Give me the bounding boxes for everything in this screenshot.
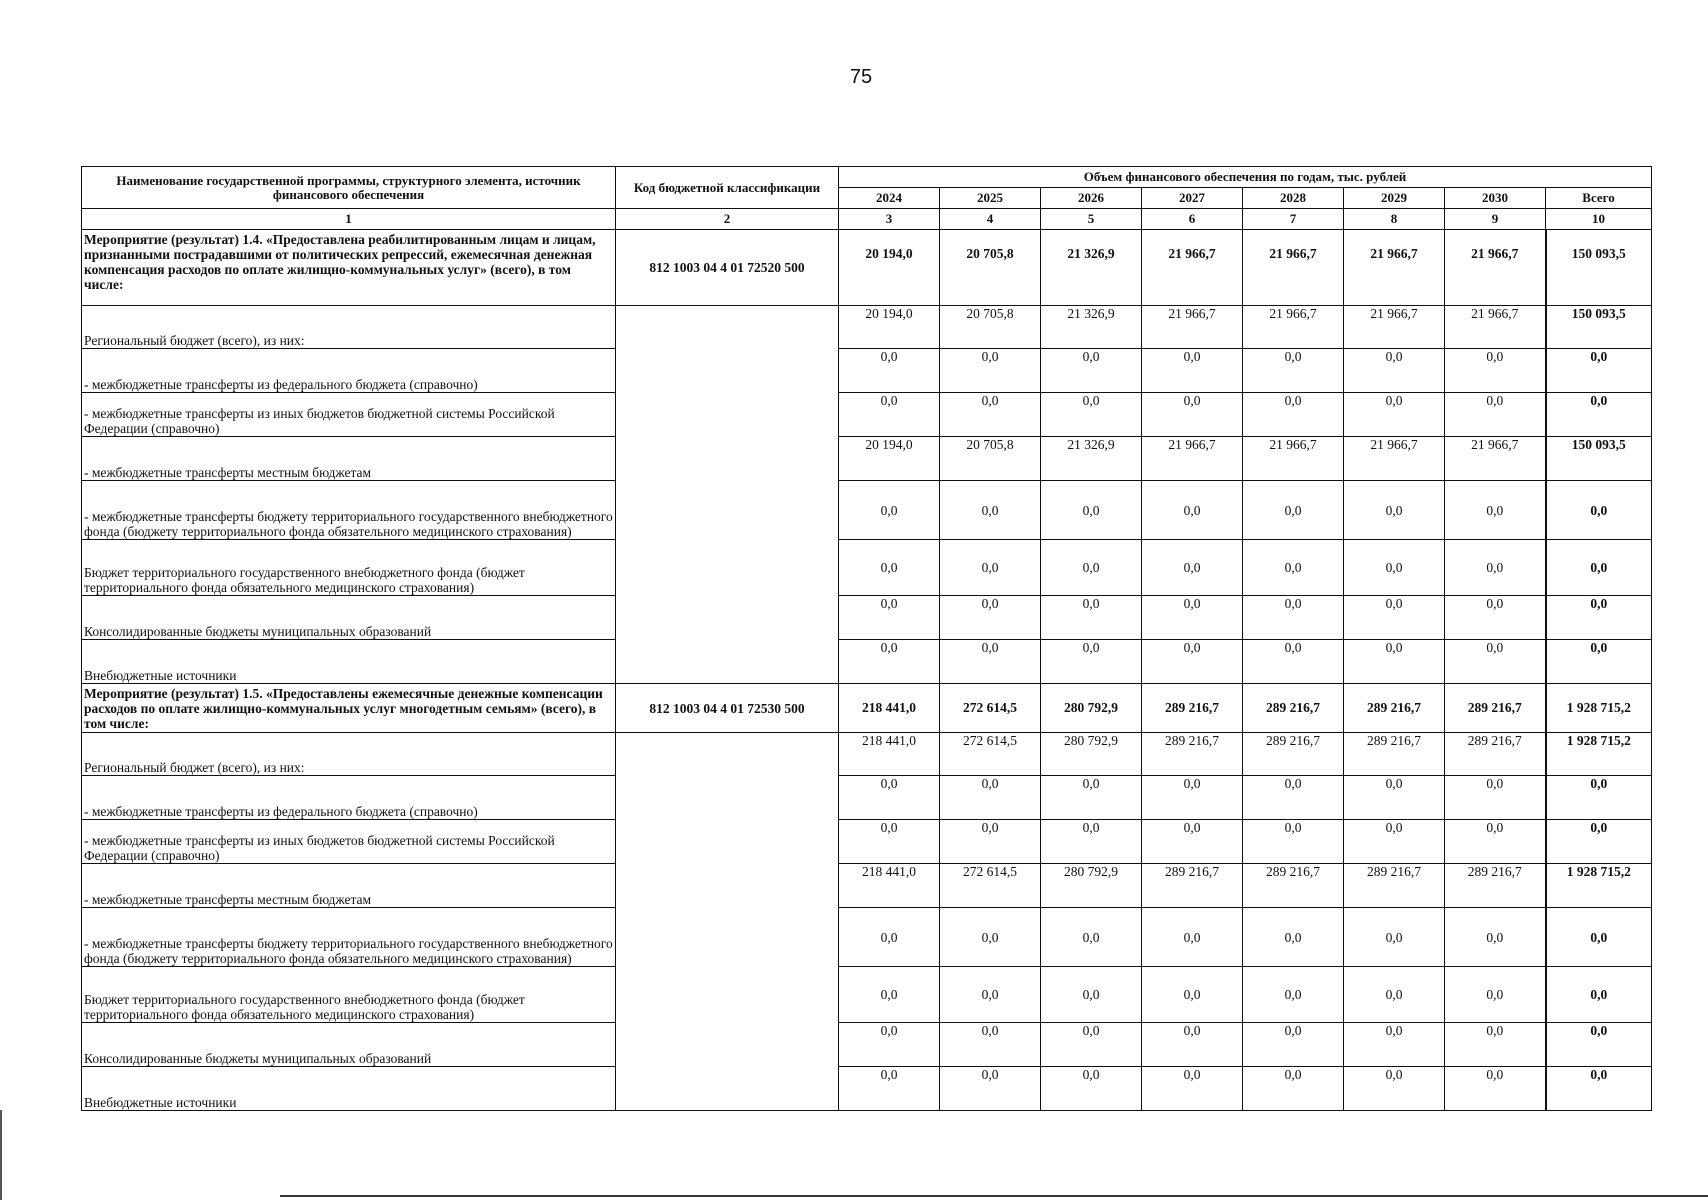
column-number: 1 xyxy=(82,209,616,230)
measure-row xyxy=(82,230,1652,306)
value-cell: 0,0 xyxy=(839,481,940,540)
header-year: 2027 xyxy=(1142,188,1243,209)
value-cell: 0,0 xyxy=(1344,596,1445,640)
value-cell: 21 326,9 xyxy=(1041,437,1142,481)
value-cell: 0,0 xyxy=(1445,1023,1546,1067)
header-year: 2026 xyxy=(1041,188,1142,209)
header-name-column: Наименование государственной программы, структурного элемента, источник финансового обеспечения xyxy=(82,167,616,209)
value-cell: 0,0 xyxy=(940,640,1041,684)
value-cell: 21 966,7 xyxy=(1344,306,1445,349)
source-name: - межбюджетные трансферты из федерального бюджета (справочно) xyxy=(82,349,616,393)
value-cell: 0,0 xyxy=(1243,776,1344,820)
value-cell: 289 216,7 xyxy=(1344,684,1445,733)
header-year: 2029 xyxy=(1344,188,1445,209)
value-cell: 0,0 xyxy=(940,1067,1041,1111)
value-cell: 0,0 xyxy=(1344,1067,1445,1111)
value-cell: 20 194,0 xyxy=(839,437,940,481)
value-cell: 0,0 xyxy=(1142,349,1243,393)
value-cell: 0,0 xyxy=(1243,349,1344,393)
value-cell: 0,0 xyxy=(1445,908,1546,967)
value-total: 0,0 xyxy=(1546,640,1652,684)
value-cell: 20 194,0 xyxy=(839,306,940,349)
value-cell: 289 216,7 xyxy=(1243,864,1344,908)
column-number: 5 xyxy=(1041,209,1142,230)
table-row xyxy=(82,481,1652,540)
value-total: 0,0 xyxy=(1546,967,1652,1023)
value-cell: 0,0 xyxy=(1142,481,1243,540)
value-cell: 0,0 xyxy=(1243,967,1344,1023)
value-cell: 0,0 xyxy=(1142,393,1243,437)
value-cell: 0,0 xyxy=(839,349,940,393)
value-total: 150 093,5 xyxy=(1546,230,1652,306)
value-cell: 289 216,7 xyxy=(1445,733,1546,776)
value-cell: 289 216,7 xyxy=(1243,733,1344,776)
value-cell: 0,0 xyxy=(1142,640,1243,684)
value-cell: 0,0 xyxy=(1243,640,1344,684)
value-cell: 280 792,9 xyxy=(1041,733,1142,776)
value-cell: 0,0 xyxy=(1243,481,1344,540)
value-total: 0,0 xyxy=(1546,540,1652,596)
table-row xyxy=(82,640,1652,684)
source-name: - межбюджетные трансферты из федерального бюджета (справочно) xyxy=(82,776,616,820)
source-name: Региональный бюджет (всего), из них: xyxy=(82,733,616,776)
value-total: 0,0 xyxy=(1546,908,1652,967)
value-cell: 0,0 xyxy=(839,393,940,437)
table-row xyxy=(82,1023,1652,1067)
source-name: - межбюджетные трансферты местным бюджетам xyxy=(82,437,616,481)
value-cell: 0,0 xyxy=(940,393,1041,437)
value-cell: 0,0 xyxy=(1142,1023,1243,1067)
value-cell: 289 216,7 xyxy=(1142,864,1243,908)
value-cell: 0,0 xyxy=(1142,596,1243,640)
value-cell: 0,0 xyxy=(1041,967,1142,1023)
value-cell: 0,0 xyxy=(1041,908,1142,967)
value-cell: 0,0 xyxy=(1041,776,1142,820)
value-cell: 0,0 xyxy=(1041,481,1142,540)
value-cell: 289 216,7 xyxy=(1142,684,1243,733)
code-blank-cell xyxy=(616,733,839,1111)
value-cell: 21 326,9 xyxy=(1041,306,1142,349)
value-cell: 21 966,7 xyxy=(1243,306,1344,349)
value-cell: 0,0 xyxy=(1243,1067,1344,1111)
value-cell: 218 441,0 xyxy=(839,733,940,776)
value-cell: 0,0 xyxy=(940,596,1041,640)
table-header xyxy=(82,167,1652,230)
value-cell: 0,0 xyxy=(1344,1023,1445,1067)
table-row xyxy=(82,596,1652,640)
value-cell: 20 705,8 xyxy=(940,306,1041,349)
table-row xyxy=(82,393,1652,437)
column-number: 9 xyxy=(1445,209,1546,230)
value-total: 1 928 715,2 xyxy=(1546,684,1652,733)
value-total: 150 093,5 xyxy=(1546,306,1652,349)
value-total: 0,0 xyxy=(1546,1067,1652,1111)
source-name: Внебюджетные источники xyxy=(82,640,616,684)
value-cell: 0,0 xyxy=(1041,640,1142,684)
value-cell: 0,0 xyxy=(1344,640,1445,684)
value-cell: 20 194,0 xyxy=(839,230,940,306)
header-year: 2030 xyxy=(1445,188,1546,209)
source-name: - межбюджетные трансферты из иных бюджетов бюджетной системы Российской Федерации (справочно) xyxy=(82,820,616,864)
value-cell: 289 216,7 xyxy=(1243,684,1344,733)
value-cell: 0,0 xyxy=(1142,540,1243,596)
value-cell: 0,0 xyxy=(1041,820,1142,864)
value-cell: 0,0 xyxy=(1445,967,1546,1023)
value-cell: 21 966,7 xyxy=(1344,437,1445,481)
value-cell: 289 216,7 xyxy=(1344,733,1445,776)
table-row xyxy=(82,820,1652,864)
value-cell: 280 792,9 xyxy=(1041,864,1142,908)
value-cell: 0,0 xyxy=(839,1067,940,1111)
column-number: 7 xyxy=(1243,209,1344,230)
value-cell: 0,0 xyxy=(839,776,940,820)
value-cell: 0,0 xyxy=(1243,596,1344,640)
header-year: 2028 xyxy=(1243,188,1344,209)
source-name: Внебюджетные источники xyxy=(82,1067,616,1111)
value-cell: 21 966,7 xyxy=(1142,230,1243,306)
value-cell: 0,0 xyxy=(839,820,940,864)
value-cell: 0,0 xyxy=(1344,967,1445,1023)
table-row xyxy=(82,864,1652,908)
column-number: 8 xyxy=(1344,209,1445,230)
table-row xyxy=(82,1067,1652,1111)
value-cell: 0,0 xyxy=(1041,393,1142,437)
scan-artifact-line xyxy=(280,1195,1708,1197)
value-total: 150 093,5 xyxy=(1546,437,1652,481)
value-cell: 21 966,7 xyxy=(1142,437,1243,481)
value-cell: 0,0 xyxy=(1344,820,1445,864)
table-row xyxy=(82,540,1652,596)
value-cell: 21 966,7 xyxy=(1142,306,1243,349)
value-cell: 0,0 xyxy=(1142,967,1243,1023)
value-cell: 0,0 xyxy=(940,1023,1041,1067)
value-cell: 0,0 xyxy=(1243,820,1344,864)
value-cell: 0,0 xyxy=(1344,349,1445,393)
header-total: Всего xyxy=(1546,188,1652,209)
value-cell: 280 792,9 xyxy=(1041,684,1142,733)
column-number: 3 xyxy=(839,209,940,230)
value-cell: 272 614,5 xyxy=(940,864,1041,908)
value-total: 0,0 xyxy=(1546,481,1652,540)
measure-name: Мероприятие (результат) 1.5. «Предоставлены ежемесячные денежные компенсации расходов по оплате жилищно-коммунальных услуг многодетным семьям» (всего), в том числе: xyxy=(82,684,616,733)
table-row xyxy=(82,967,1652,1023)
page-number: 75 xyxy=(849,66,873,88)
table-row xyxy=(82,908,1652,967)
value-total: 0,0 xyxy=(1546,393,1652,437)
value-cell: 21 966,7 xyxy=(1243,230,1344,306)
value-cell: 0,0 xyxy=(1344,908,1445,967)
measure-name: Мероприятие (результат) 1.4. «Предоставлена реабилитированным лицам и лицам, признанными пострадавшими от политических репрессий, ежемесячная денежная компенсация расходов по оплате жилищно-коммунальных услуг» (всего), в том числе: xyxy=(82,230,616,306)
value-cell: 289 216,7 xyxy=(1445,684,1546,733)
table-row xyxy=(82,733,1652,776)
table-row xyxy=(82,437,1652,481)
source-name: - межбюджетные трансферты бюджету территориального государственного внебюджетного фонда (бюджету территориального фонда обязательного медицинского страхования) xyxy=(82,481,616,540)
value-total: 1 928 715,2 xyxy=(1546,864,1652,908)
column-number: 6 xyxy=(1142,209,1243,230)
value-cell: 0,0 xyxy=(940,540,1041,596)
value-cell: 21 326,9 xyxy=(1041,230,1142,306)
value-cell: 0,0 xyxy=(940,776,1041,820)
value-cell: 0,0 xyxy=(1142,776,1243,820)
budget-code: 812 1003 04 4 01 72530 500 xyxy=(616,684,839,733)
measure-row xyxy=(82,684,1652,733)
value-cell: 0,0 xyxy=(1445,540,1546,596)
value-cell: 0,0 xyxy=(1445,393,1546,437)
value-cell: 0,0 xyxy=(1142,820,1243,864)
column-number: 2 xyxy=(616,209,839,230)
source-name: Региональный бюджет (всего), из них: xyxy=(82,306,616,349)
value-cell: 0,0 xyxy=(1344,393,1445,437)
value-cell: 0,0 xyxy=(839,967,940,1023)
value-cell: 0,0 xyxy=(1445,820,1546,864)
source-name: - межбюджетные трансферты местным бюджетам xyxy=(82,864,616,908)
value-cell: 289 216,7 xyxy=(1142,733,1243,776)
value-total: 0,0 xyxy=(1546,1023,1652,1067)
header-volume: Объем финансового обеспечения по годам, тыс. рублей xyxy=(839,167,1652,188)
column-number: 4 xyxy=(940,209,1041,230)
value-cell: 218 441,0 xyxy=(839,684,940,733)
header-year: 2024 xyxy=(839,188,940,209)
value-cell: 0,0 xyxy=(1445,1067,1546,1111)
value-cell: 0,0 xyxy=(839,1023,940,1067)
value-cell: 20 705,8 xyxy=(940,437,1041,481)
value-cell: 21 966,7 xyxy=(1243,437,1344,481)
value-total: 1 928 715,2 xyxy=(1546,733,1652,776)
value-cell: 0,0 xyxy=(940,349,1041,393)
value-cell: 0,0 xyxy=(839,596,940,640)
value-cell: 0,0 xyxy=(940,967,1041,1023)
value-cell: 0,0 xyxy=(839,908,940,967)
scan-artifact-edge xyxy=(0,1110,2,1200)
value-cell: 21 966,7 xyxy=(1445,437,1546,481)
value-cell: 21 966,7 xyxy=(1445,306,1546,349)
value-cell: 0,0 xyxy=(1142,908,1243,967)
value-cell: 0,0 xyxy=(1243,540,1344,596)
value-cell: 0,0 xyxy=(1041,596,1142,640)
source-name: Консолидированные бюджеты муниципальных образований xyxy=(82,596,616,640)
value-cell: 0,0 xyxy=(1041,1023,1142,1067)
value-cell: 0,0 xyxy=(1445,349,1546,393)
table-row xyxy=(82,776,1652,820)
code-blank-cell xyxy=(616,306,839,684)
value-cell: 272 614,5 xyxy=(940,684,1041,733)
value-cell: 0,0 xyxy=(1142,1067,1243,1111)
value-cell: 0,0 xyxy=(1041,540,1142,596)
value-cell: 289 216,7 xyxy=(1445,864,1546,908)
value-cell: 21 966,7 xyxy=(1445,230,1546,306)
table-row xyxy=(82,349,1652,393)
value-cell: 0,0 xyxy=(1041,349,1142,393)
table-body xyxy=(82,230,1652,1111)
value-cell: 0,0 xyxy=(940,481,1041,540)
value-cell: 0,0 xyxy=(940,908,1041,967)
source-name: - межбюджетные трансферты из иных бюджетов бюджетной системы Российской Федерации (справочно) xyxy=(82,393,616,437)
value-cell: 272 614,5 xyxy=(940,733,1041,776)
value-cell: 289 216,7 xyxy=(1344,864,1445,908)
value-total: 0,0 xyxy=(1546,776,1652,820)
value-cell: 218 441,0 xyxy=(839,864,940,908)
source-name: Бюджет территориального государственного внебюджетного фонда (бюджет территориального фонда обязательного медицинского страхования) xyxy=(82,540,616,596)
value-total: 0,0 xyxy=(1546,596,1652,640)
value-cell: 20 705,8 xyxy=(940,230,1041,306)
header-year: 2025 xyxy=(940,188,1041,209)
value-cell: 0,0 xyxy=(940,820,1041,864)
source-name: Консолидированные бюджеты муниципальных образований xyxy=(82,1023,616,1067)
header-code-column: Код бюджетной классификации xyxy=(616,167,839,209)
source-name: - межбюджетные трансферты бюджету территориального государственного внебюджетного фонда (бюджету территориального фонда обязательного медицинского страхования) xyxy=(82,908,616,967)
value-cell: 0,0 xyxy=(1445,481,1546,540)
budget-code: 812 1003 04 4 01 72520 500 xyxy=(616,230,839,306)
value-cell: 21 966,7 xyxy=(1344,230,1445,306)
value-cell: 0,0 xyxy=(1344,540,1445,596)
financing-table xyxy=(81,166,1652,1111)
value-total: 0,0 xyxy=(1546,349,1652,393)
value-cell: 0,0 xyxy=(839,640,940,684)
source-name: Бюджет территориального государственного внебюджетного фонда (бюджет территориального фонда обязательного медицинского страхования) xyxy=(82,967,616,1023)
value-cell: 0,0 xyxy=(1445,640,1546,684)
value-cell: 0,0 xyxy=(1243,1023,1344,1067)
value-cell: 0,0 xyxy=(1041,1067,1142,1111)
value-total: 0,0 xyxy=(1546,820,1652,864)
table-row xyxy=(82,306,1652,349)
value-cell: 0,0 xyxy=(1344,776,1445,820)
column-number: 10 xyxy=(1546,209,1652,230)
value-cell: 0,0 xyxy=(1243,393,1344,437)
value-cell: 0,0 xyxy=(839,540,940,596)
value-cell: 0,0 xyxy=(1243,908,1344,967)
value-cell: 0,0 xyxy=(1445,776,1546,820)
value-cell: 0,0 xyxy=(1445,596,1546,640)
value-cell: 0,0 xyxy=(1344,481,1445,540)
